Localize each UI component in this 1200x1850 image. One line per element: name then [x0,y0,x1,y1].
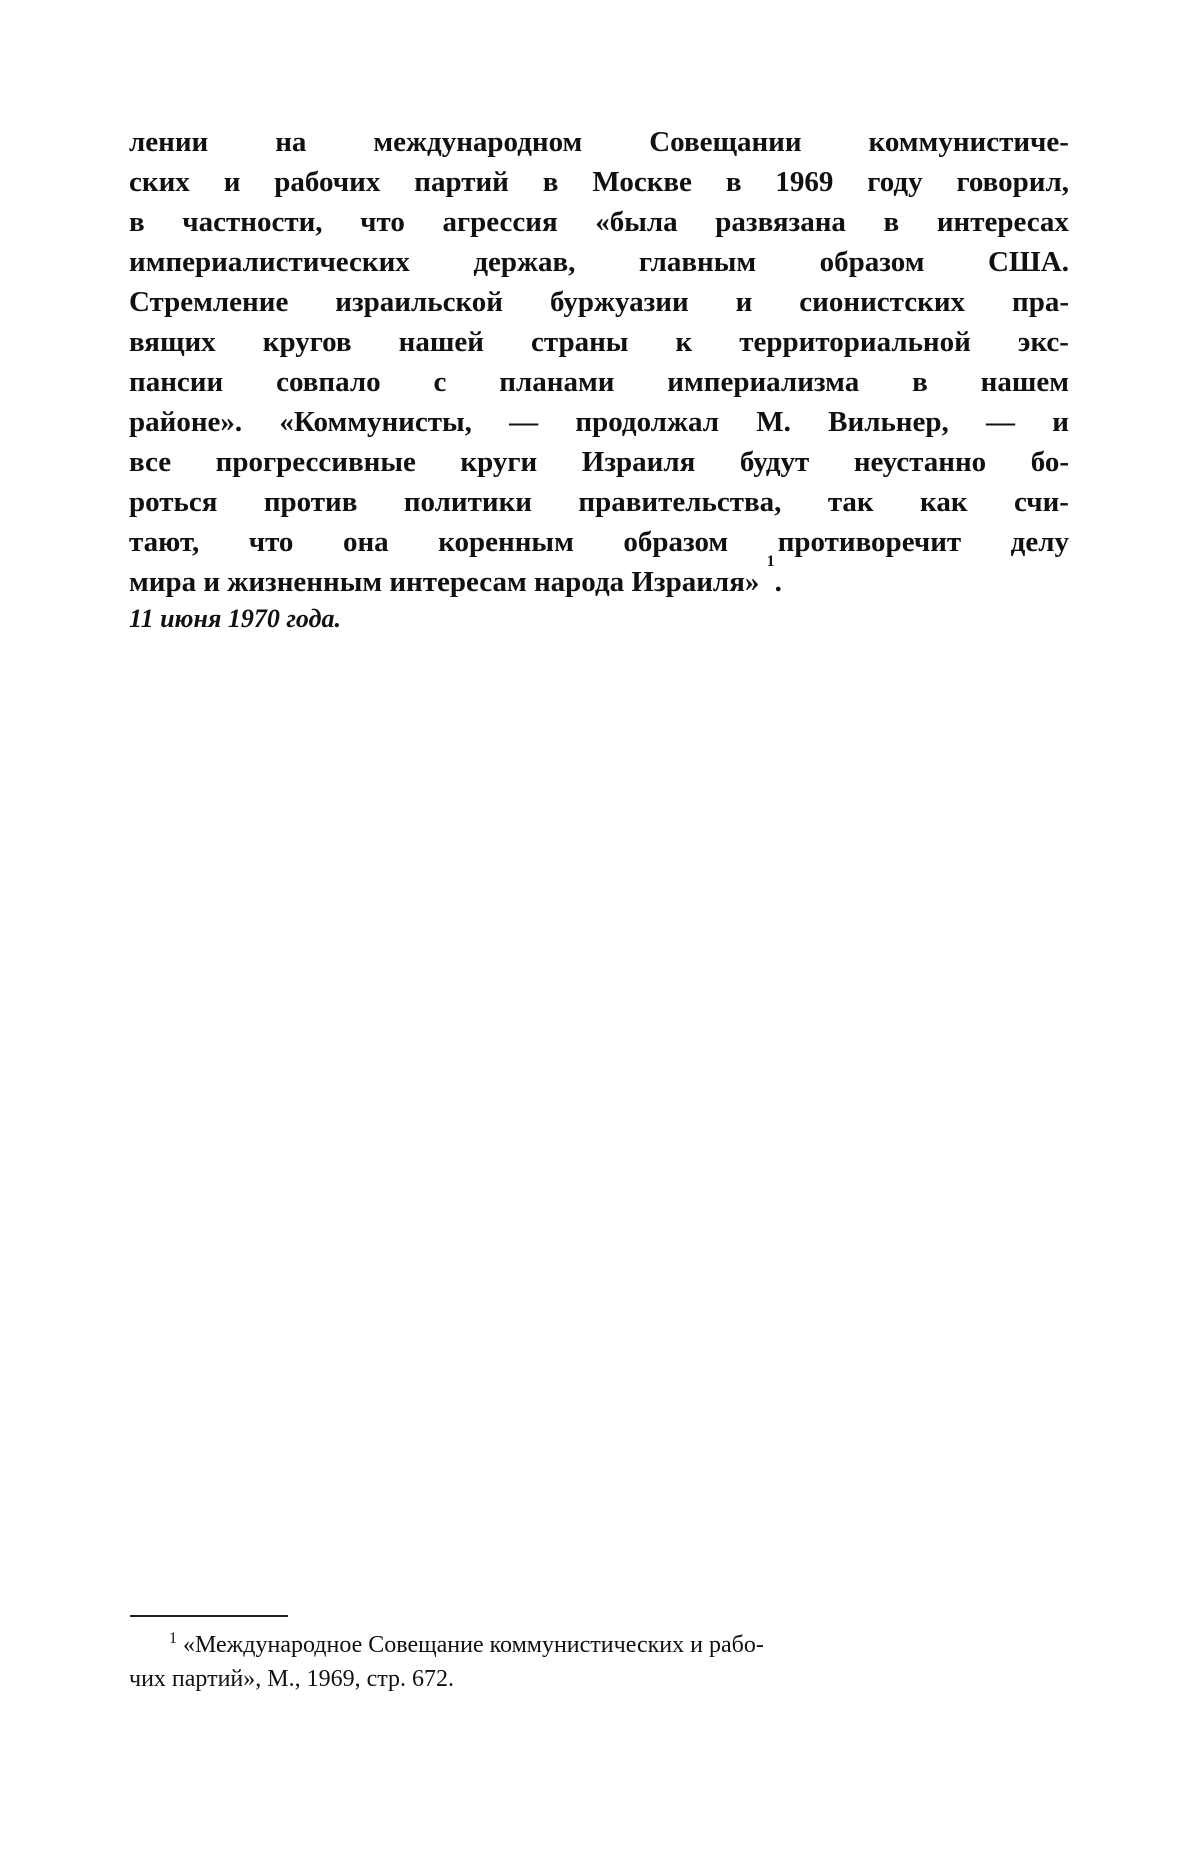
word: вящих [129,326,216,358]
word: израильской [335,286,504,318]
footnote-text-first [169,1628,764,1662]
word: как [920,486,968,518]
word: будут [739,446,810,478]
text-line [129,202,1069,242]
word: на [275,126,307,158]
word: сионистских [799,286,966,318]
word: «Коммунисты, [279,406,472,438]
word: правительства, [578,486,782,518]
word: партий [414,166,509,198]
word: ских [129,166,190,198]
word: образом [819,246,925,278]
word: буржуазии [549,286,689,318]
word: империалистических [129,246,410,278]
word: неустанно [853,446,987,478]
word: — [986,406,1016,438]
word: делу [1010,526,1069,558]
text-line [129,122,1069,162]
word: в [129,206,145,238]
word: и [735,286,753,318]
text-line [129,162,1069,202]
text-line [129,522,1069,562]
date-line: 11 июня 1970 года. [129,604,341,633]
word: агрессия [442,206,558,238]
word: с [433,366,447,398]
word: в [912,366,928,398]
word: что [248,526,294,558]
word: в [883,206,900,238]
word: Стремление [129,286,289,318]
footnote-line [129,1628,1069,1662]
word: говорил, [956,166,1069,198]
word: частности, [182,206,323,238]
word: Москве [592,166,692,198]
text-line [129,442,1069,482]
word: пра- [1012,286,1069,318]
word: тают, [129,526,200,558]
text-line [129,322,1069,362]
word: развязана [715,206,846,238]
word: против [263,486,358,518]
footnote-reference[interactable]: 1 [766,553,775,570]
word: коммунистиче- [868,126,1069,158]
word: все [129,446,172,478]
word: и [1052,406,1069,438]
word: нашей [398,326,484,358]
word: и [223,166,241,198]
final-period: . [774,566,782,598]
word: территориальной [739,326,971,358]
word: роться [129,486,218,518]
word: что [360,206,405,238]
word: районе». [129,406,243,438]
word: интересах [936,206,1069,238]
text-line [129,482,1069,522]
word: экс- [1017,326,1069,358]
last-line-text: мира и жизненным интересам народа Израиля» [129,566,760,598]
word: нашем [980,366,1069,398]
word: она [342,526,389,558]
text-line [129,242,1069,282]
word: лении [129,126,209,158]
word: бо- [1030,446,1069,478]
word: 1969 [775,166,834,198]
text-line [129,362,1069,402]
word: совпало [276,366,381,398]
word: США. [987,246,1069,278]
word: М. [756,406,791,438]
text-line [129,402,1069,442]
word: счи- [1013,486,1069,518]
word: главным [638,246,757,278]
word: в [542,166,559,198]
word: империализма [667,366,860,398]
main-paragraph [129,122,1069,602]
text-line [129,282,1069,322]
footnote [129,1628,1069,1696]
word: рабочих [274,166,381,198]
word: держав, [473,246,576,278]
word: пансии [129,366,224,398]
word: круги [460,446,538,478]
word: году [867,166,923,198]
word: политики [403,486,532,518]
word: коренным [438,526,574,558]
word: противоречит [777,526,962,558]
footnote-marker: 1 [169,1630,177,1647]
word: прогрессивные [215,446,416,478]
footnote-line: чих партий», М., 1969, стр. 672. [129,1666,455,1692]
word: к [675,326,693,358]
word: Вильнер, [828,406,949,438]
word: планами [499,366,615,398]
footnote-divider [130,1615,288,1617]
word: кругов [262,326,352,358]
word: продолжал [575,406,720,438]
word: — [509,406,539,438]
word: образом [623,526,729,558]
word: в [725,166,742,198]
word: международном [373,126,583,158]
word: Совещании [649,126,802,158]
word: «была [595,206,678,238]
word: Израиля [581,446,696,478]
footnote-line-1: «Международное Совещание коммунистических и рабо- [183,1632,764,1658]
word: страны [530,326,629,358]
word: так [827,486,874,518]
text-line-last [129,553,1069,602]
